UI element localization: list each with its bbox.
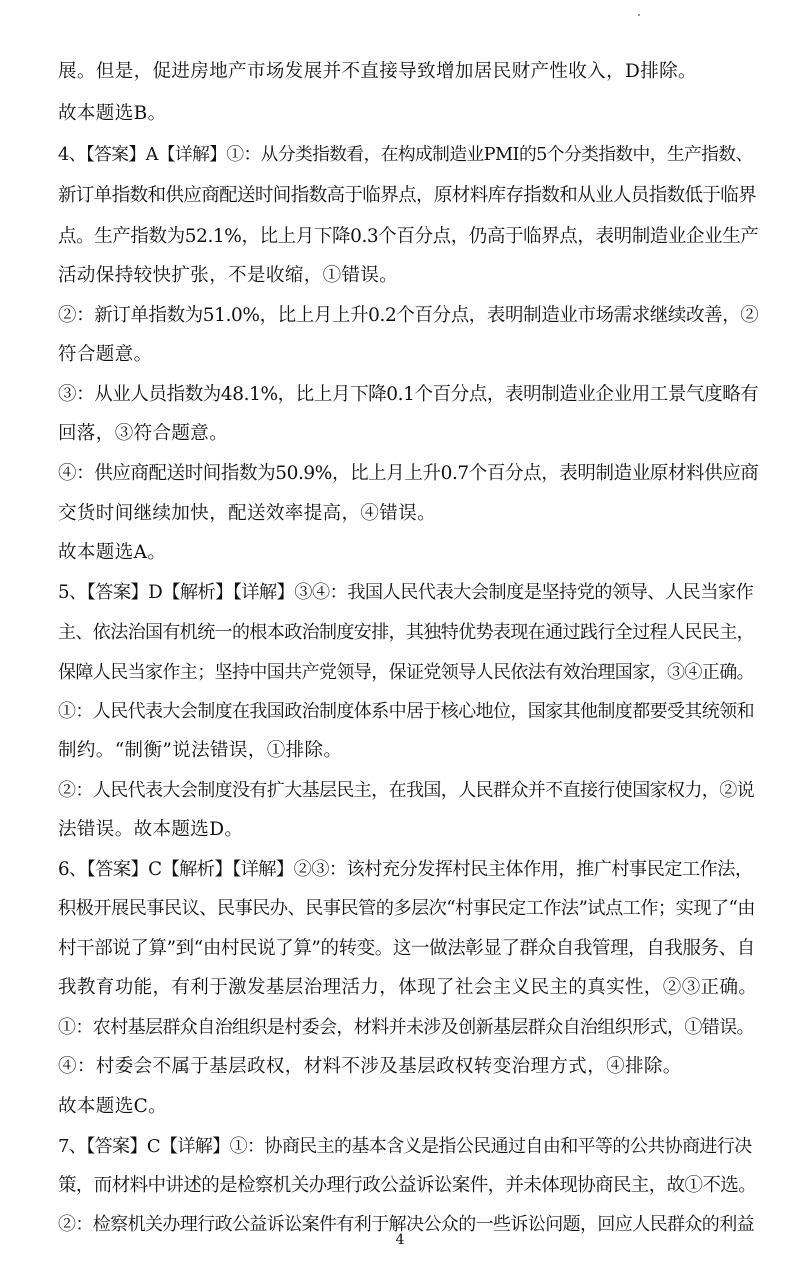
text-line: 故本题选A。 <box>58 542 167 563</box>
text-line: 回落，③符合题意。 <box>58 423 229 444</box>
text-line: ④：供应商配送时间指数为50.9%，比上月上升0.7个百分点，表明制造业原材料供应商 <box>58 463 759 484</box>
text-line: ②：新订单指数为51.0%，比上月上升0.2个百分点，表明制造业市场需求继续改善，② <box>58 305 759 326</box>
text-line: 积极开展民事民议、民事民办、民事民管的多层次“村事民定工作法”试点工作；实现了“由 <box>58 898 755 919</box>
text-line: 6、【答案】C【解析】【详解】②③：该村充分发挥村民主体作用，推广村事民定工作法， <box>58 859 753 880</box>
text-line: ③：从业人员指数为48.1%，比上月下降0.1个百分点，表明制造业企业用工景气度略有 <box>58 384 759 405</box>
text-line: 5、【答案】D【解析】【详解】③④：我国人民代表大会制度是坚持党的领导、人民当家作 <box>58 582 754 603</box>
text-line: 交货时间继续加快，配送效率提高，④错误。 <box>58 503 437 524</box>
text-line: 策，而材料中讲述的是检察机关办理行政公益诉讼案件，并未体现协商民主，故①不选。 <box>58 1175 757 1196</box>
text-line: 故本题选C。 <box>58 1096 168 1117</box>
text-line: 新订单指数和供应商配送时间指数高于临界点，原材料库存指数和从业人员指数低于临界 <box>58 185 757 206</box>
text-line: 主、依法治国有机统一的根本政治制度安排，其独特优势表现在通过践行全过程人民民主， <box>58 622 754 643</box>
text-line: ①：农村基层群众自治组织是村委会，材料并未涉及创新基层群众自治组织形式，①错误。 <box>58 1017 754 1038</box>
text-line: 制约。“制衡”说法错误，①排除。 <box>58 740 343 761</box>
text-line: 7、【答案】C【详解】①：协商民主的基本含义是指公民通过自由和平等的公共协商进行决 <box>58 1136 752 1157</box>
page-number: 4 <box>395 1232 405 1248</box>
scan-speck <box>638 14 640 16</box>
text-line: 4、【答案】A【详解】①：从分类指数看，在构成制造业PMI的5个分类指数中，生产指数、 <box>58 145 753 165</box>
text-line: 故本题选B。 <box>58 103 167 124</box>
text-line: ④：村委会不属于基层政权，材料不涉及基层政权转变治理方式，④排除。 <box>58 1056 682 1077</box>
text-line: 法错误。故本题选D。 <box>58 819 244 840</box>
text-line: 符合题意。 <box>58 344 153 365</box>
text-line: ①：人民代表大会制度在我国政治制度体系中居于核心地位，国家其他制度都要受其统领和 <box>58 701 754 722</box>
text-line: 我教育功能，有利于激发基层治理活力，体现了社会主义民主的真实性，②③正确。 <box>58 977 758 998</box>
text-line: 保障人民当家作主；坚持中国共产党领导，保证党领导人民依法有效治理国家，③④正确。 <box>58 662 754 683</box>
text-line: 活动保持较快扩张，不是收缩，①错误。 <box>58 265 399 286</box>
text-line: 点。生产指数为52.1%，比上月下降0.3个百分点，仍高于临界点，表明制造业企业生产 <box>58 226 759 247</box>
text-line: 村干部说了算”到“由村民说了算”的转变。这一做法彰显了群众自我管理，自我服务、自 <box>58 938 755 959</box>
text-line: ②：人民代表大会制度没有扩大基层民主，在我国，人民群众并不直接行使国家权力，②说 <box>58 780 754 801</box>
text-line: ②：检察机关办理行政公益诉讼案件有利于解决公众的一些诉讼问题，回应人民群众的利益 <box>58 1214 754 1235</box>
text-line: 展。但是，促进房地产市场发展并不直接导致增加居民财产性收入，D排除。 <box>58 61 697 82</box>
